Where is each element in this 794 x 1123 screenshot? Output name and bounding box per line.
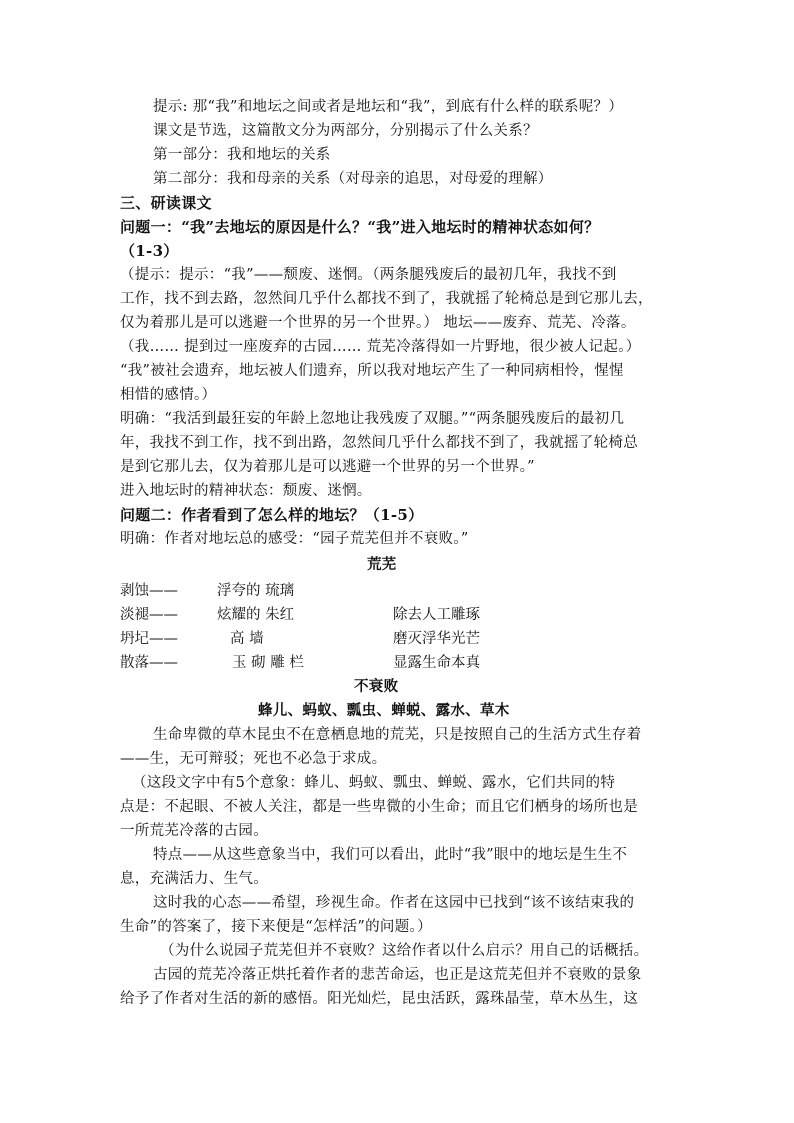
text-line: 仅为着那儿是可以逃避一个世界的另一个世界。） 地坛——废弃、荒芜、冷落。 <box>120 315 636 331</box>
text-line: 息，充满活力、生气。 <box>120 871 268 887</box>
table-cell: 显露生命本真 <box>393 655 480 671</box>
text-line: 工作，找不到去路，忽然间几乎什么都找不到了，我就摇了轮椅总是到它那儿去， <box>120 291 653 307</box>
text-line: （我…… 提到过一座废弃的古园…… 荒芜冷落得如一片野地，很少被人记起。） <box>120 339 641 355</box>
table-row <box>120 580 640 602</box>
table-cell: 高 墙 <box>230 631 264 647</box>
table-row <box>120 628 640 650</box>
table-cell: 浮夸的 琉璃 <box>217 583 295 599</box>
question-two-heading: 问题二：作者看到了怎么样的地坛？（1-5） <box>120 506 424 524</box>
table-row <box>120 652 640 674</box>
text-line: 生命卑微的草木昆虫不在意栖息地的荒芜，只是按照自己的生活方式生存着 <box>153 727 642 743</box>
text-line: 第一部分：我和地坛的关系 <box>153 147 331 163</box>
table-title-not-decayed: 不衰败 <box>354 678 399 695</box>
question-one-heading: 问题一：“我”去地坛的原因是什么？“我”进入地坛时的精神状态如何？ <box>120 218 600 236</box>
table-cell: 剥蚀—— <box>120 583 178 599</box>
text-line: 古园的荒芜冷落正烘托着作者的悲苦命运，也正是这荒芜但并不衰败的景象 <box>153 967 642 983</box>
text-line: “我”被社会遗弃，地坛被人们遗弃，所以我对地坛产生了一种同病相怜，惺惺 <box>120 363 624 379</box>
table-cell: 玉 砌 雕 栏 <box>232 655 304 671</box>
text-line: 一所荒芜冷落的古园。 <box>120 823 268 839</box>
text-line: （这段文字中有5个意象：蜂儿、蚂蚁、瓢虫、蝉蜕、露水，它们共同的特 <box>132 775 616 791</box>
text-line: （提示：提示：“我”——颓废、迷惘。（两条腿残废后的最初几年，我找不到 <box>120 267 617 283</box>
text-line: 点是：不起眼、不被人关注，都是一些卑微的小生命；而且它们栖身的场所也是 <box>120 799 638 815</box>
question-one-range: （1-3） <box>120 242 179 260</box>
table-cell: 除去人工雕琢 <box>393 607 480 623</box>
table-title-desolate: 荒芜 <box>367 556 397 573</box>
text-line: 明确：作者对地坛总的感受：“园子荒芜但并不衰败。” <box>120 531 469 547</box>
text-line: 给予了作者对生活的新的感悟。阳光灿烂，昆虫活跃，露珠晶莹，草木丛生，这 <box>120 991 638 1007</box>
section-heading: 三、研读课文 <box>120 194 212 212</box>
imagery-list: 蜂儿、蚂蚁、瓢虫、蝉蜕、露水、草木 <box>258 702 510 719</box>
hint-line: 提示: 那“我”和地坛之间或者是地坛和“我”，到底有什么样的联系呢？） <box>153 99 624 115</box>
text-line: 是到它那儿去，仅为着那儿是可以逃避一个世界的另一个世界。” <box>120 459 535 475</box>
table-cell: 坍圮—— <box>120 631 178 647</box>
text-line: ——生，无可辩驳；死也不必急于求成。 <box>120 751 387 767</box>
text-line: 明确：“我活到最狂妄的年龄上忽地让我残废了双腿。”“两条腿残废后的最初几 <box>120 411 625 427</box>
table-cell: 炫耀的 朱红 <box>217 607 295 623</box>
text-line: 年，我找不到工作，找不到出路，忽然间几乎什么都找不到了，我就摇了轮椅总 <box>120 435 638 451</box>
table-cell: 散落—— <box>120 655 178 671</box>
text-line: 这时我的心态——希望，珍视生命。作者在这园中已找到“该不该结束我的 <box>153 895 635 911</box>
table-cell: 磨灭浮华光芒 <box>393 631 480 647</box>
text-line: （为什么说园子荒芜但并不衰败？这给作者以什么启示？用自己的话概括。 <box>160 943 649 959</box>
text-line: 相惜的感情。） <box>120 387 217 403</box>
text-line: 特点——从这些意象当中，我们可以看出，此时“我”眼中的地坛是生生不 <box>153 847 628 863</box>
table-row <box>120 604 640 626</box>
text-line: 课文是节选，这篇散文分为两部分，分别揭示了什么关系？ <box>153 123 538 139</box>
text-line: 生命”的答案了，接下来便是“怎样活”的问题。） <box>120 919 432 935</box>
text-line: 第二部分：我和母亲的关系（对母亲的追思，对母爱的理解） <box>153 171 553 187</box>
table-cell: 淡褪—— <box>120 607 178 623</box>
text-line: 进入地坛时的精神状态：颓废、迷惘。 <box>120 483 372 499</box>
